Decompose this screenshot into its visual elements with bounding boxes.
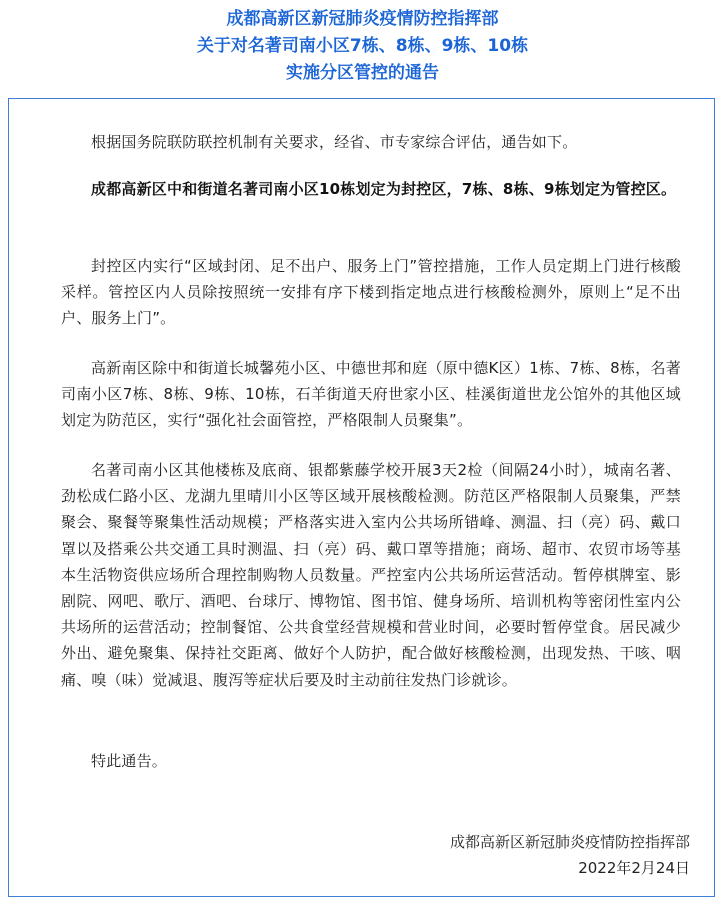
notice-title bbox=[0, 6, 725, 87]
control-measures-paragraph: 封控区内实行“区域封闭、足不出户、服务上门”管控措施，工作人员定期上门进行核酸采样。管控区内人员除按照统一安排有序下楼到指定地点进行核酸检测外，原则上“足不出户、服务上门”。 bbox=[61, 257, 681, 328]
prevention-zone-paragraph: 高新南区除中和街道长城馨苑小区、中德世邦和庭（原中德K区）1栋、7栋、8栋，名著司南小区7栋、8栋、9栋、10栋，石羊街道天府世家小区、桂溪街道世龙公馆外的其他区域划定为防范区，实行“强化社会面管控，严格限制人员聚集”。 bbox=[61, 359, 681, 430]
title-line-1: 成都高新区新冠肺炎疫情防控指挥部 bbox=[226, 9, 499, 29]
signature-organization: 成都高新区新冠肺炎疫情防控指挥部 bbox=[449, 833, 690, 851]
closing-paragraph: 特此通告。 bbox=[91, 752, 168, 770]
title-line-2: 关于对名著司南小区7栋、8栋、9栋、10栋 bbox=[196, 36, 529, 56]
zone-designation-paragraph: 成都高新区中和街道名著司南小区10栋划定为封控区，7栋、8栋、9栋划定为管控区。 bbox=[91, 180, 677, 198]
testing-and-restrictions-paragraph: 名著司南小区其他楼栋及底商、银都紫藤学校开展3天2检（间隔24小时），城南名著、劲松成仁路小区、龙湖九里晴川小区等区域开展核酸检测。防范区严格限制人员聚集，严禁聚会、聚餐等聚集性活动规模；严格落实进入室内公共场所错峰、测温、扫（亮）码、戴口罩以及搭乘公共交通工具时测温、扫（亮）码、戴口罩等措施；商场、超市、农贸市场等基本生活物资供应场所合理控制购物人员数量。严控室内公共场所运营活动。暂停棋牌室、影剧院、网吧、歌厅、酒吧、台球厅、博物馆、图书馆、健身场所、培训机构等密闭性室内公共场所的运营活动；控制餐馆、公共食堂经营规模和营业时间，必要时暂停堂食。居民减少外出、避免聚集、保持社交距离、做好个人防护，配合做好核酸检测，出现发热、干咳、咽痛、嗅（味）觉减退、腹泻等症状后要及时主动前往发热门诊就诊。 bbox=[61, 461, 681, 689]
notice-body-frame bbox=[8, 98, 715, 897]
signature-date: 2022年2月24日 bbox=[578, 859, 690, 877]
intro-paragraph: 根据国务院联防联控机制有关要求，经省、市专家综合评估，通告如下。 bbox=[91, 133, 578, 151]
title-line-3: 实施分区管控的通告 bbox=[286, 63, 439, 83]
